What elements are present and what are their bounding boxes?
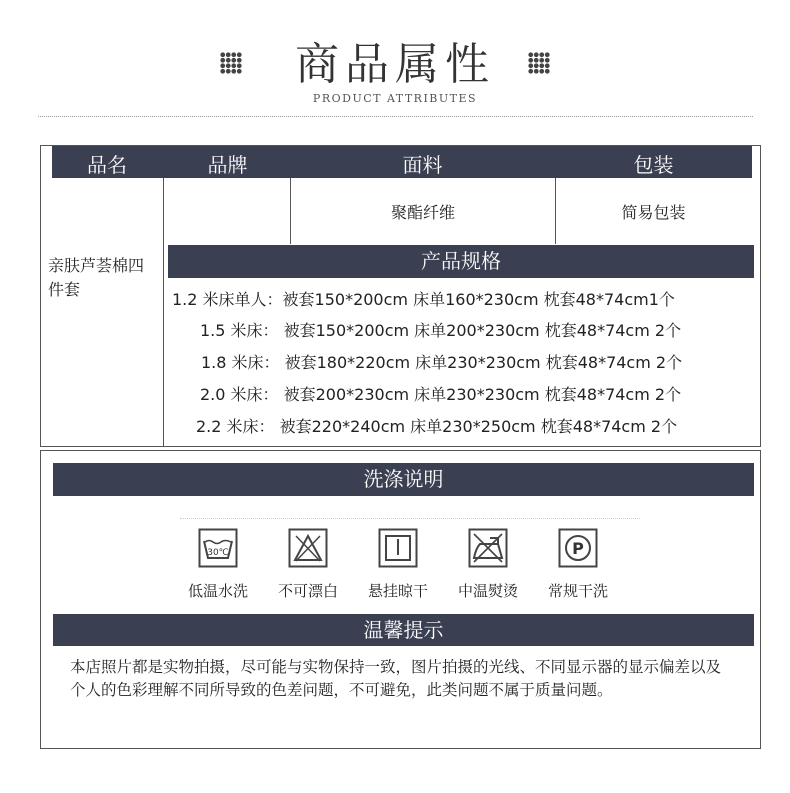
spec-row: 2.2 米床： 被套220*240cm 床单230*250cm 枕套48*74cm 2个 [196,417,678,436]
icon-strip-line [180,518,640,519]
line-dry-icon [378,528,418,568]
table-divider [163,178,164,447]
spec-row: 2.0 米床： 被套200*230cm 床单230*230cm 枕套48*74cm 2个 [200,385,682,404]
spec-row: 1.8 米床： 被套180*220cm 床单230*230cm 枕套48*74cm 2个 [201,353,683,372]
product-name-cell: 亲肤芦荟棉四件套 [48,256,145,299]
wash-temp-text: 30℃ [207,548,229,558]
dry-clean-p-icon [558,528,598,568]
decorative-dots-right-icon [528,52,550,74]
col-header-packaging: 包装 [633,153,674,177]
packaging-cell: 简易包装 [621,203,686,222]
col-header-fabric: 面料 [402,153,443,177]
care-label: 悬挂晾干 [367,582,428,600]
notice-header-bar: 温馨提示 [53,614,754,646]
page-title: 商品属性 [295,39,495,90]
fabric-cell: 聚酯纤维 [390,203,455,222]
care-label: 低温水洗 [187,582,248,600]
col-header-brand: 品牌 [207,153,248,177]
col-header-name: 品名 [87,153,127,177]
page-subtitle: PRODUCT ATTRIBUTES [312,92,478,105]
no-bleach-icon [288,528,328,568]
specs-header-bar: 产品规格 [168,245,754,278]
care-label: 常规干洗 [547,582,608,600]
spec-row: 1.2 米床单人：被套150*200cm 床单160*230cm 枕套48*74cm1个 [172,290,675,309]
spec-row: 1.5 米床： 被套150*200cm 床单200*230cm 枕套48*74cm 2个 [200,321,682,340]
iron-medium-icon [468,528,508,568]
divider [38,116,753,117]
dry-clean-letter: P [572,539,584,558]
notice-text: 本店照片都是实物拍摄，尽可能与实物保持一致，图片拍摄的光线、不同显示器的显示偏差以及个人的色彩理解不同所导致的色差问题，不可避免，此类问题不属于质量问题。 [70,658,722,699]
care-label: 不可漂白 [277,582,338,600]
care-label: 中温熨烫 [457,582,518,600]
wash-30-icon [198,528,238,568]
washing-header-bar: 洗涤说明 [53,463,754,496]
